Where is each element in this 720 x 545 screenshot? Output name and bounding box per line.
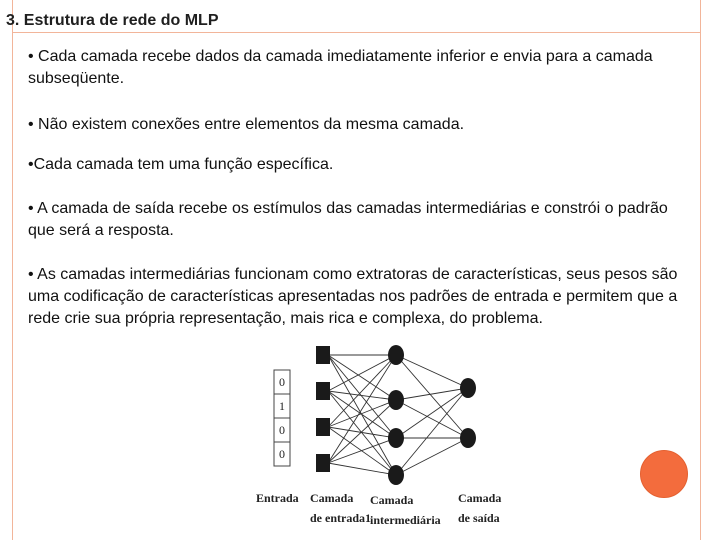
hidden-node-4	[388, 465, 404, 485]
hidden-node-3	[388, 428, 404, 448]
hidden-node-1	[388, 345, 404, 365]
input-node-1	[316, 346, 330, 364]
output-node-2	[460, 428, 476, 448]
label-camada-saida-line2: de saída	[458, 511, 500, 525]
input-node-4	[316, 454, 330, 472]
mlp-network-figure	[236, 330, 576, 540]
label-camada-inter-line2: intermediária	[370, 513, 441, 527]
label-camada-inter-line1: Camada	[370, 493, 414, 507]
mlp-network-diagram	[236, 330, 576, 540]
bullet-5: • As camadas intermediárias funcionam como extratoras de características, seus pesos são uma codificação de características apresentadas nos padrões de entrada e permitem que a rede crie sua própria representação, mais rica e complexa, do problema.	[28, 266, 678, 327]
input-node-2	[316, 382, 330, 400]
hidden-layer-nodes	[388, 345, 404, 485]
label-camada-entrada-line1: Camada	[310, 491, 354, 505]
input-value-4: 0	[279, 447, 285, 461]
output-layer-nodes	[460, 378, 476, 448]
frame-right-line	[700, 0, 701, 540]
decorative-circle	[640, 450, 688, 498]
connections-hidden-output	[396, 355, 468, 475]
input-value-3: 0	[279, 423, 285, 437]
output-node-1	[460, 378, 476, 398]
input-value-1: 0	[279, 375, 285, 389]
input-value-2: 1	[279, 399, 285, 413]
label-camada-entrada-line2: de entrada1	[310, 511, 371, 525]
bullet-2: • Não existem conexões entre elementos da mesma camada.	[28, 116, 465, 133]
frame-top-line	[12, 32, 701, 33]
connections-input-hidden	[328, 355, 396, 475]
bullet-1: • Cada camada recebe dados da camada imediatamente inferior e envia para a camada subseqüente.	[28, 48, 653, 87]
input-node-3	[316, 418, 330, 436]
label-entrada: Entrada	[256, 491, 299, 505]
bullet-3: •Cada camada tem uma função específica.	[28, 156, 334, 173]
input-boxes	[274, 370, 290, 466]
bullet-4: • A camada de saída recebe os estímulos das camadas intermediárias e constrói o padrão que será a resposta.	[28, 200, 668, 239]
frame-left-line	[12, 0, 13, 540]
slide-title: 3. Estrutura de rede do MLP	[6, 12, 219, 29]
hidden-node-2	[388, 390, 404, 410]
label-camada-saida-line1: Camada	[458, 491, 502, 505]
input-layer-nodes	[316, 346, 330, 472]
